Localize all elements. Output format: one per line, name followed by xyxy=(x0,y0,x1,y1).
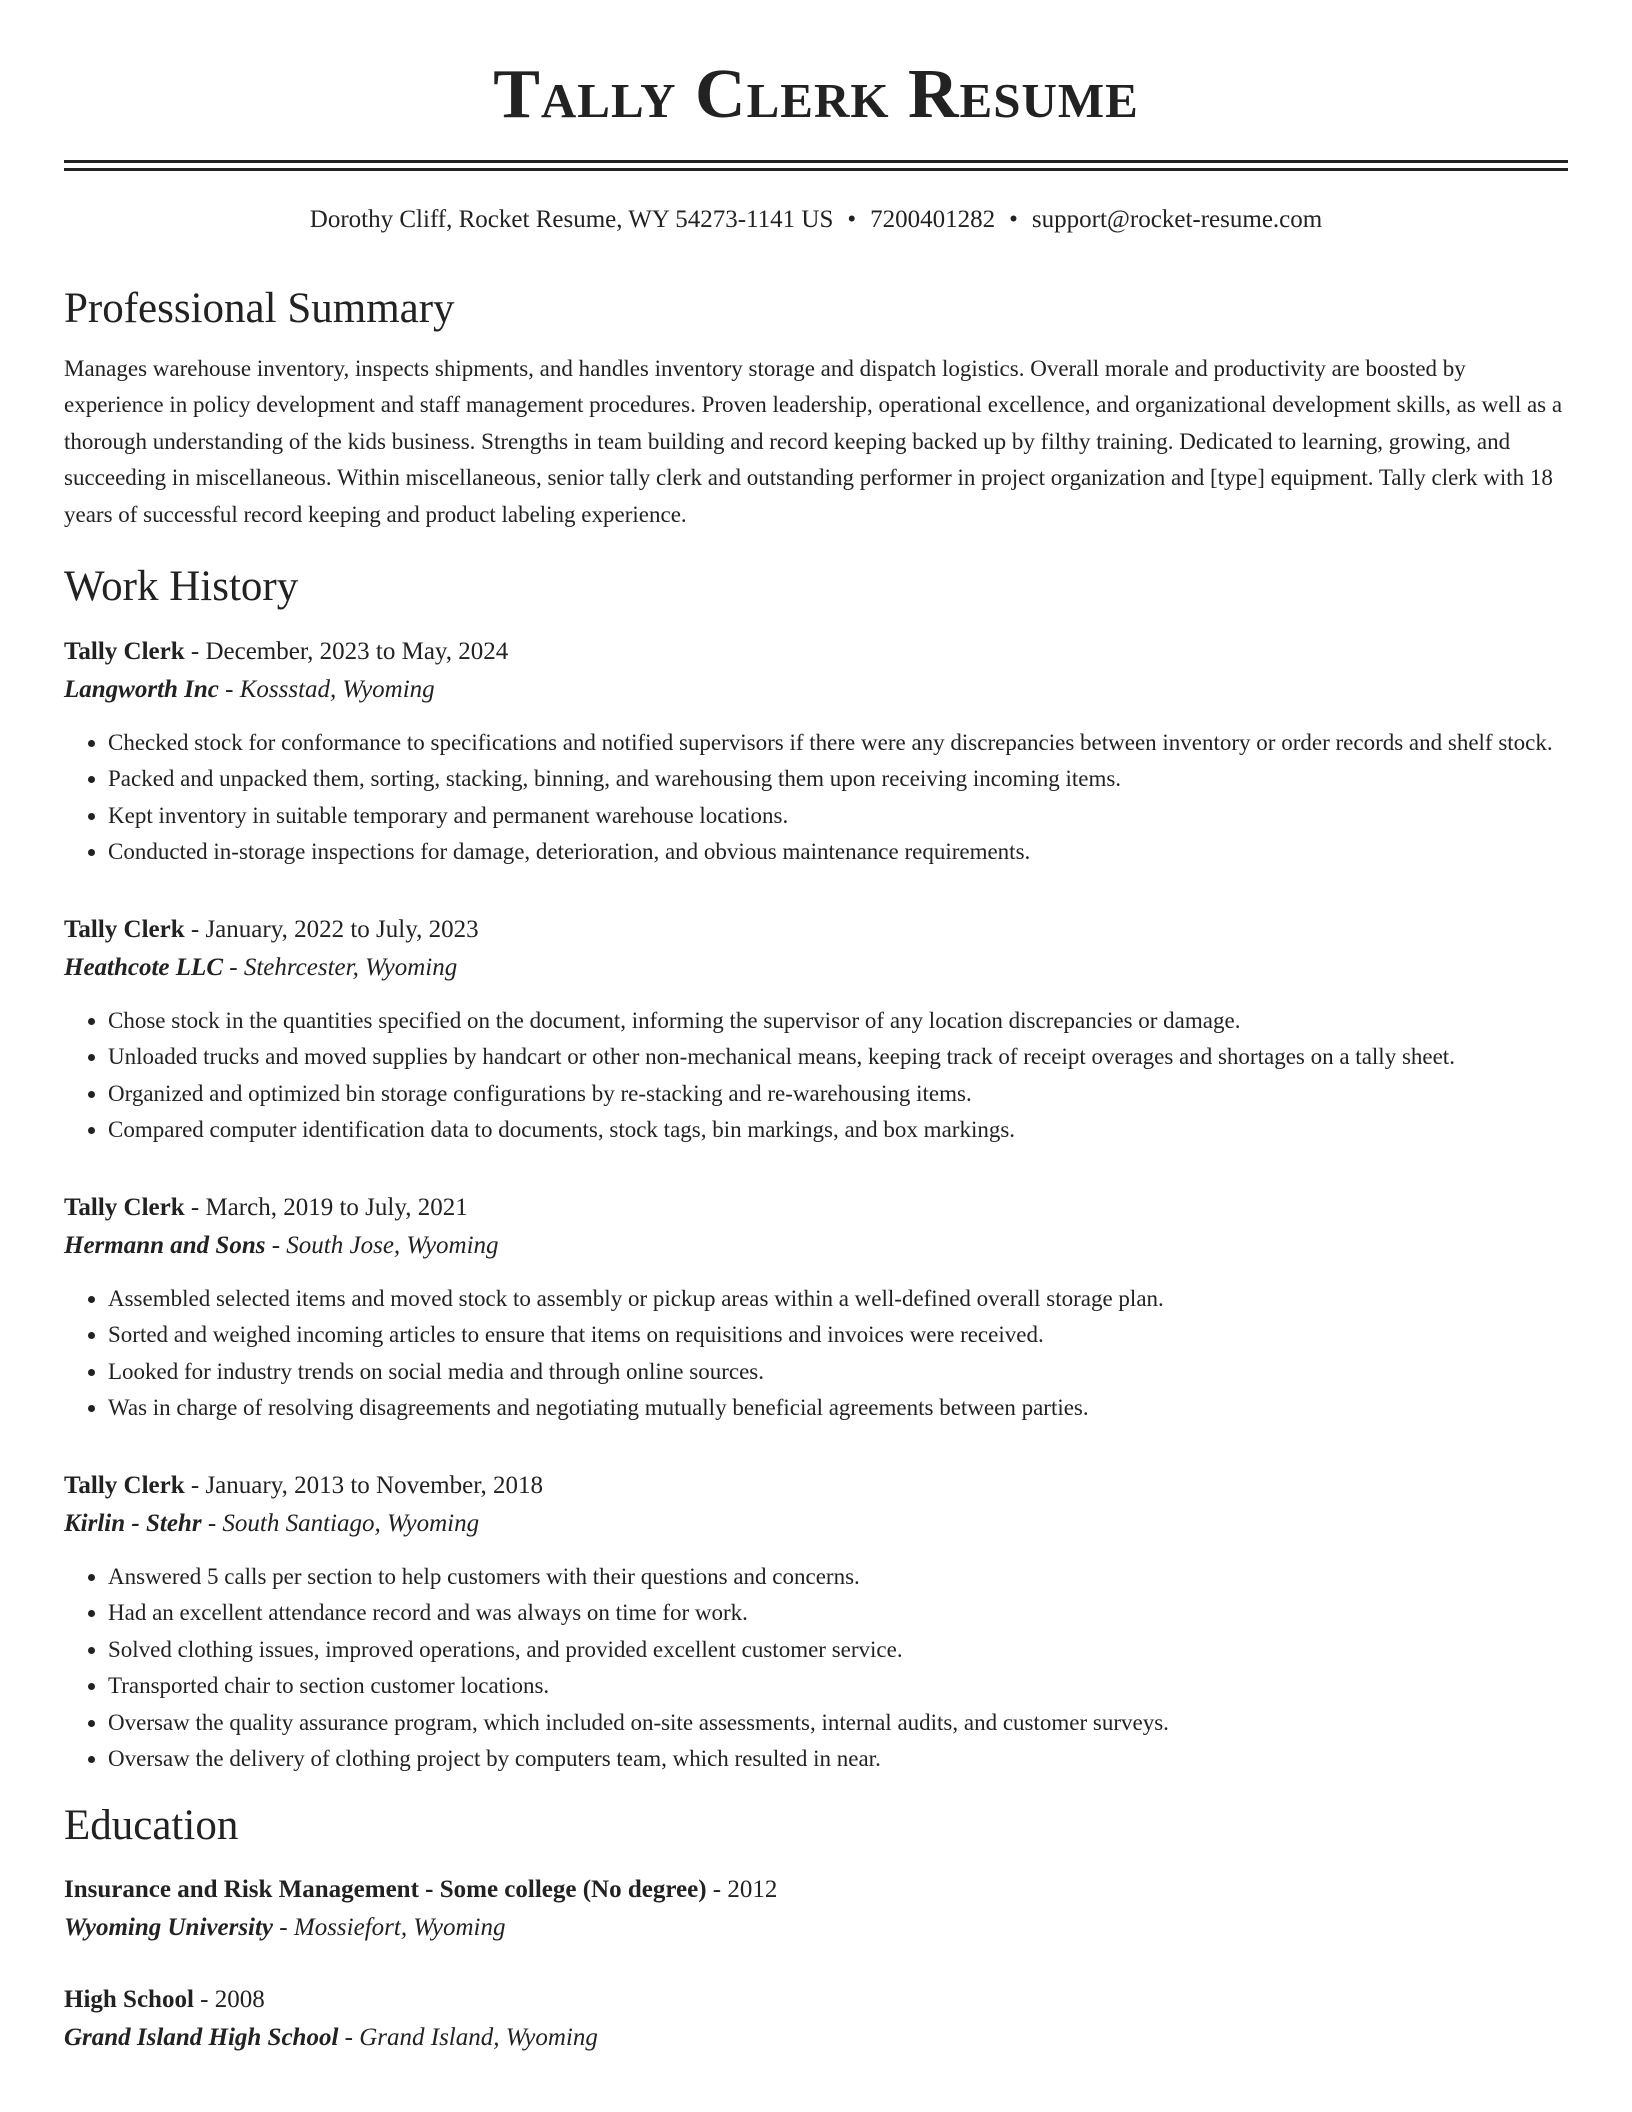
job-duty: • Packed and unpacked them, sorting, stacking, binning, and warehousing them upon receiving incoming items. xyxy=(108,761,1568,798)
job-header xyxy=(64,1467,1568,1505)
job-entry xyxy=(64,1189,1568,1427)
job-duty: • Was in charge of resolving disagreements and negotiating mutually beneficial agreements between parties. xyxy=(108,1390,1568,1427)
job-duty: • Transported chair to section customer locations. xyxy=(108,1668,1568,1705)
job-duty: • Chose stock in the quantities specified on the document, informing the supervisor of any location discrepancies or damage. xyxy=(108,1003,1568,1040)
job-employer xyxy=(64,1505,1568,1543)
job-entry xyxy=(64,911,1568,1149)
job-dates: - January, 2013 to November, 2018 xyxy=(184,1471,544,1499)
job-location: - Kossstad, Wyoming xyxy=(218,675,435,703)
summary-text: Manages warehouse inventory, inspects shipments, and handles inventory storage and dispatch logistics. Overall morale and productivity are boosted by experience in policy development and staff management procedures. Proven leadership, operational excellence, and organizational development skills, as well as a thorough understanding of the kids business. Strengths in team building and record keeping backed up by filthy training. Dedicated to learning, growing, and succeeding in miscellaneous. Within miscellaneous, senior tally clerk and outstanding performer in project organization and [type] equipment. Tally clerk with 18 years of successful record keeping and product labeling experience. xyxy=(64,355,1563,527)
job-location: - Stehrcester, Wyoming xyxy=(223,953,458,981)
job-duties-list xyxy=(64,1003,1568,1149)
education-entry xyxy=(64,1871,1568,1947)
job-role: Tally Clerk xyxy=(64,1471,185,1499)
education-degree: High School xyxy=(64,1986,194,2014)
work-history-heading: Work History xyxy=(64,563,299,611)
job-duty: • Oversaw the delivery of clothing project by computers team, which resulted in near. xyxy=(108,1741,1568,1778)
job-dates: - March, 2019 to July, 2021 xyxy=(184,1193,468,1221)
education-header xyxy=(64,1871,1568,1909)
contact-email: support@rocket-resume.com xyxy=(1031,206,1323,233)
job-entry xyxy=(64,633,1568,871)
education-school-line xyxy=(64,1909,1568,1947)
education-school: Wyoming University xyxy=(64,1914,274,1942)
education-entry xyxy=(64,1981,1568,2057)
education-school: Grand Island High School xyxy=(64,2024,339,2052)
job-duty: • Conducted in-storage inspections for damage, deterioration, and obvious maintenance requirements. xyxy=(108,834,1568,871)
job-role: Tally Clerk xyxy=(64,637,185,665)
contact-separator: • xyxy=(1009,206,1018,233)
education-degree: Insurance and Risk Management - Some college (No degree) xyxy=(64,1876,707,1904)
job-duty: • Assembled selected items and moved stock to assembly or pickup areas within a well-defined overall storage plan. xyxy=(108,1281,1568,1318)
job-location: - South Jose, Wyoming xyxy=(265,1231,499,1259)
job-company: Hermann and Sons xyxy=(64,1231,266,1259)
job-duty: • Looked for industry trends on social media and through online sources. xyxy=(108,1354,1568,1391)
job-duties-list xyxy=(64,1281,1568,1427)
job-location: - South Santiago, Wyoming xyxy=(201,1509,480,1537)
summary-heading: Professional Summary xyxy=(64,285,455,332)
job-duties-list xyxy=(64,725,1568,871)
job-duty: • Unloaded trucks and moved supplies by handcart or other non-mechanical means, keeping track of receipt overages and shortages on a tally sheet. xyxy=(108,1039,1568,1076)
job-employer xyxy=(64,949,1568,987)
job-company: Langworth Inc xyxy=(64,675,219,703)
job-employer xyxy=(64,671,1568,709)
job-duty: • Had an excellent attendance record and was always on time for work. xyxy=(108,1595,1568,1632)
job-header xyxy=(64,911,1568,949)
job-role: Tally Clerk xyxy=(64,1193,185,1221)
education-heading: Education xyxy=(64,1801,239,1849)
job-company: Heathcote LLC xyxy=(64,953,223,981)
education-year: - 2008 xyxy=(193,1986,265,2014)
job-company: Kirlin - Stehr xyxy=(64,1509,202,1537)
job-duty: • Solved clothing issues, improved operations, and provided excellent customer service. xyxy=(108,1632,1568,1669)
job-duty: • Checked stock for conformance to specifications and notified supervisors if there were any discrepancies between inventory or order records and shelf stock. xyxy=(108,725,1568,762)
contact-phone: 7200401282 xyxy=(870,206,996,233)
job-duty: • Answered 5 calls per section to help customers with their questions and concerns. xyxy=(108,1559,1568,1596)
job-duties-list xyxy=(64,1559,1568,1778)
job-dates: - January, 2022 to July, 2023 xyxy=(184,915,479,943)
title-divider xyxy=(64,160,1568,171)
job-entry xyxy=(64,1467,1568,1778)
job-role: Tally Clerk xyxy=(64,915,185,943)
job-duty: • Oversaw the quality assurance program, which included on-site assessments, internal audits, and customer surveys. xyxy=(108,1705,1568,1742)
education-year: - 2012 xyxy=(706,1876,778,1904)
education-school-line xyxy=(64,2019,1568,2057)
education-location: - Mossiefort, Wyoming xyxy=(273,1914,506,1942)
job-duty: • Sorted and weighed incoming articles to ensure that items on requisitions and invoices were received. xyxy=(108,1317,1568,1354)
contact-separator: • xyxy=(847,206,857,233)
contact-line xyxy=(64,205,1568,235)
job-header xyxy=(64,633,1568,671)
resume-title: Tally Clerk Resume xyxy=(493,56,1139,133)
job-duty: • Compared computer identification data to documents, stock tags, bin markings, and box markings. xyxy=(108,1112,1568,1149)
job-employer xyxy=(64,1227,1568,1265)
job-header xyxy=(64,1189,1568,1227)
job-duty: • Organized and optimized bin storage configurations by re-stacking and re-warehousing items. xyxy=(108,1076,1568,1113)
education-location: - Grand Island, Wyoming xyxy=(338,2024,598,2052)
job-dates: - December, 2023 to May, 2024 xyxy=(184,637,509,665)
job-duty: • Kept inventory in suitable temporary and permanent warehouse locations. xyxy=(108,798,1568,835)
contact-address: Dorothy Cliff, Rocket Resume, WY 54273-1141 US xyxy=(309,206,834,233)
education-header xyxy=(64,1981,1568,2019)
